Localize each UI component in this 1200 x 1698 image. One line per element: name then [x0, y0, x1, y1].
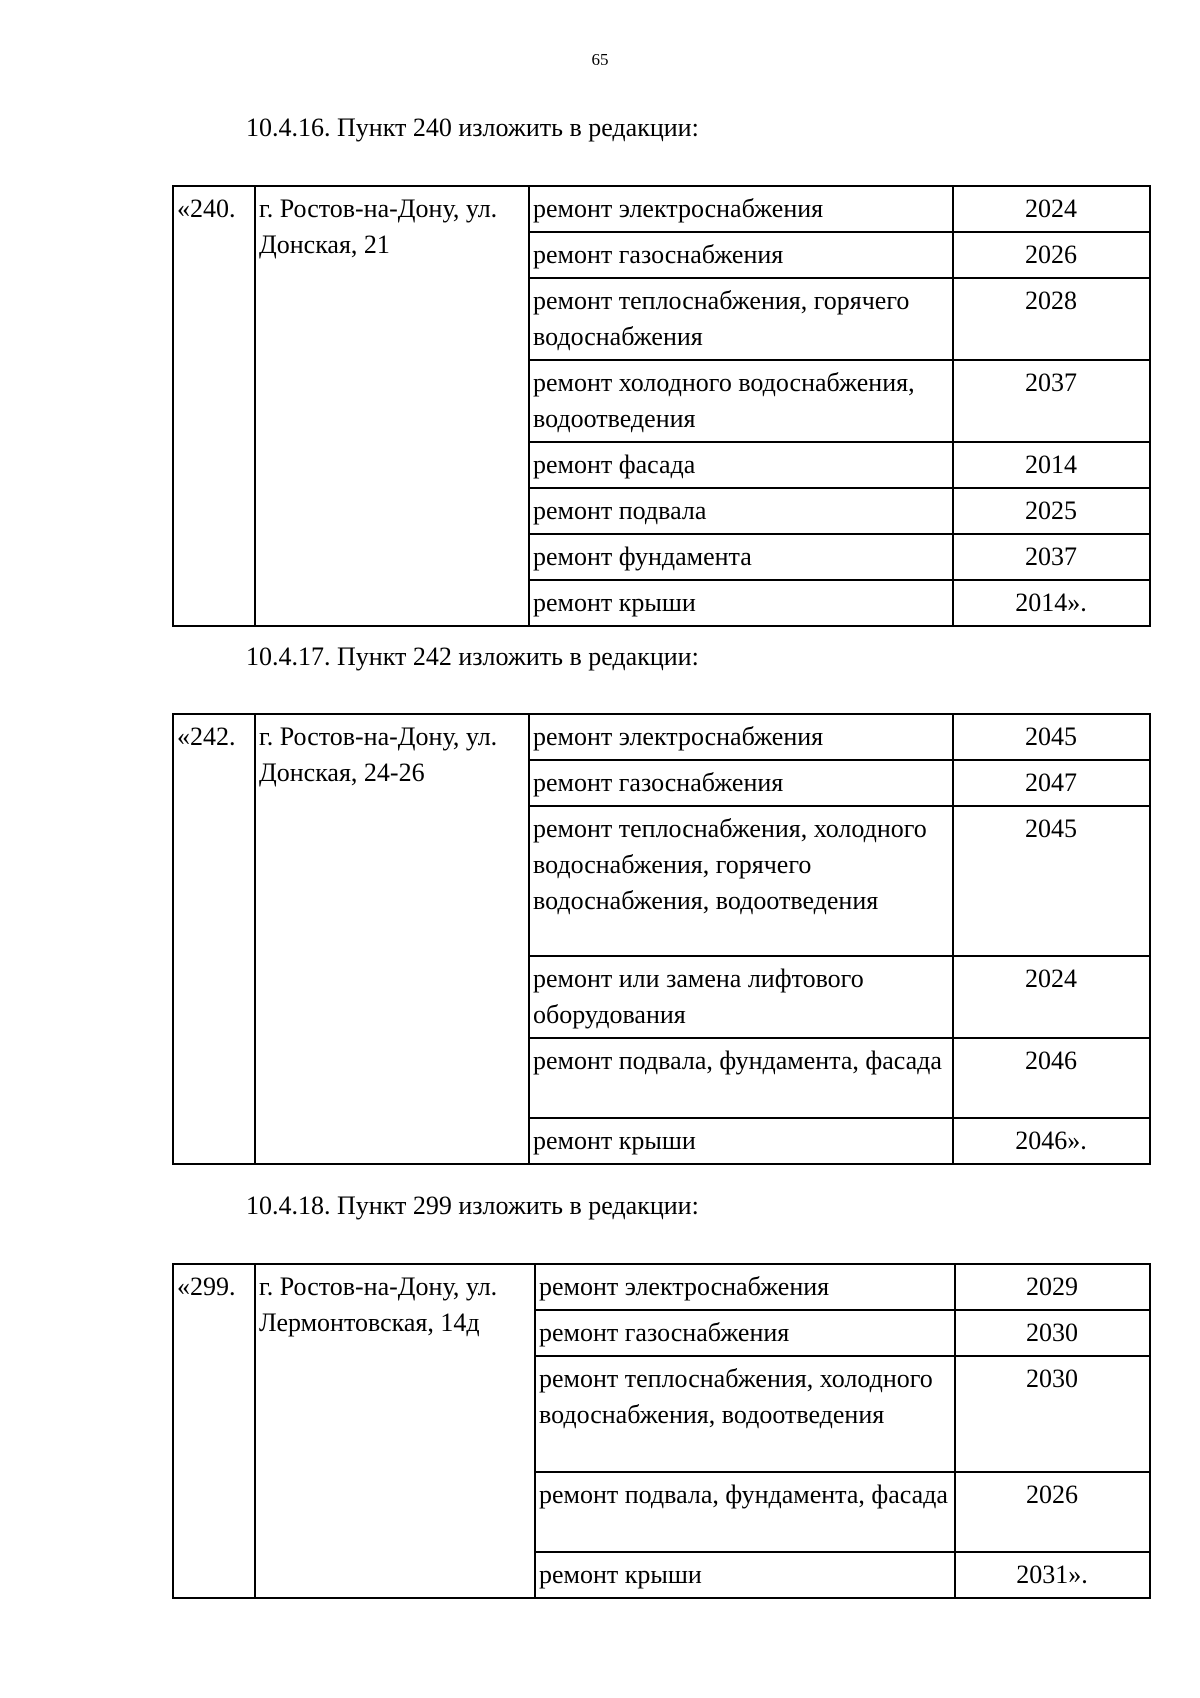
work-year: 2014». — [953, 580, 1150, 626]
work-year: 2026 — [953, 232, 1150, 278]
work-name: ремонт электроснабжения — [535, 1264, 955, 1310]
work-name: ремонт подвала, фундамента, фасада — [535, 1472, 955, 1552]
item-number: «240. — [173, 186, 255, 626]
work-year: 2047 — [953, 760, 1150, 806]
work-name: ремонт фасада — [529, 442, 953, 488]
work-year: 2045 — [953, 806, 1150, 956]
address-cell: г. Ростов-на-Дону, ул. Лермонтовская, 14д — [255, 1264, 535, 1598]
amendment-table — [172, 713, 1151, 1165]
amendment-table — [172, 1263, 1151, 1599]
item-number: «242. — [173, 714, 255, 1164]
work-year: 2045 — [953, 714, 1150, 760]
work-year: 2028 — [953, 278, 1150, 360]
page-number: 65 — [591, 50, 609, 69]
work-year: 2014 — [953, 442, 1150, 488]
section-heading: 10.4.17. Пункт 242 изложить в редакции: — [246, 642, 699, 671]
work-year: 2030 — [955, 1310, 1150, 1356]
work-name: ремонт электроснабжения — [529, 714, 953, 760]
address-cell: г. Ростов-на-Дону, ул. Донская, 21 — [255, 186, 529, 626]
section-heading: 10.4.16. Пункт 240 изложить в редакции: — [246, 113, 699, 142]
work-year: 2037 — [953, 360, 1150, 442]
work-year: 2046». — [953, 1118, 1150, 1164]
address-cell: г. Ростов-на-Дону, ул. Донская, 24-26 — [255, 714, 529, 1164]
work-year: 2037 — [953, 534, 1150, 580]
work-year: 2024 — [953, 186, 1150, 232]
work-name: ремонт крыши — [535, 1552, 955, 1598]
work-name: ремонт электроснабжения — [529, 186, 953, 232]
amendment-table — [172, 185, 1151, 627]
work-name: ремонт подвала, фундамента, фасада — [529, 1038, 953, 1118]
work-name: ремонт крыши — [529, 1118, 953, 1164]
work-name: ремонт газоснабжения — [529, 760, 953, 806]
work-name: ремонт теплоснабжения, холодного водоснабжения, водоотведения — [535, 1356, 955, 1472]
work-name: ремонт теплоснабжения, горячего водоснабжения — [529, 278, 953, 360]
work-name: ремонт теплоснабжения, холодного водоснабжения, горячего водоснабжения, водоотведения — [529, 806, 953, 956]
work-year: 2046 — [953, 1038, 1150, 1118]
work-name: ремонт подвала — [529, 488, 953, 534]
work-year: 2031». — [955, 1552, 1150, 1598]
work-name: ремонт фундамента — [529, 534, 953, 580]
work-year: 2025 — [953, 488, 1150, 534]
work-name: ремонт газоснабжения — [529, 232, 953, 278]
work-name: ремонт газоснабжения — [535, 1310, 955, 1356]
work-name: ремонт крыши — [529, 580, 953, 626]
work-year: 2030 — [955, 1356, 1150, 1472]
work-year: 2024 — [953, 956, 1150, 1038]
work-year: 2029 — [955, 1264, 1150, 1310]
section-heading: 10.4.18. Пункт 299 изложить в редакции: — [246, 1191, 699, 1220]
item-number: «299. — [173, 1264, 255, 1598]
work-name: ремонт холодного водоснабжения, водоотведения — [529, 360, 953, 442]
work-name: ремонт или замена лифтового оборудования — [529, 956, 953, 1038]
work-year: 2026 — [955, 1472, 1150, 1552]
